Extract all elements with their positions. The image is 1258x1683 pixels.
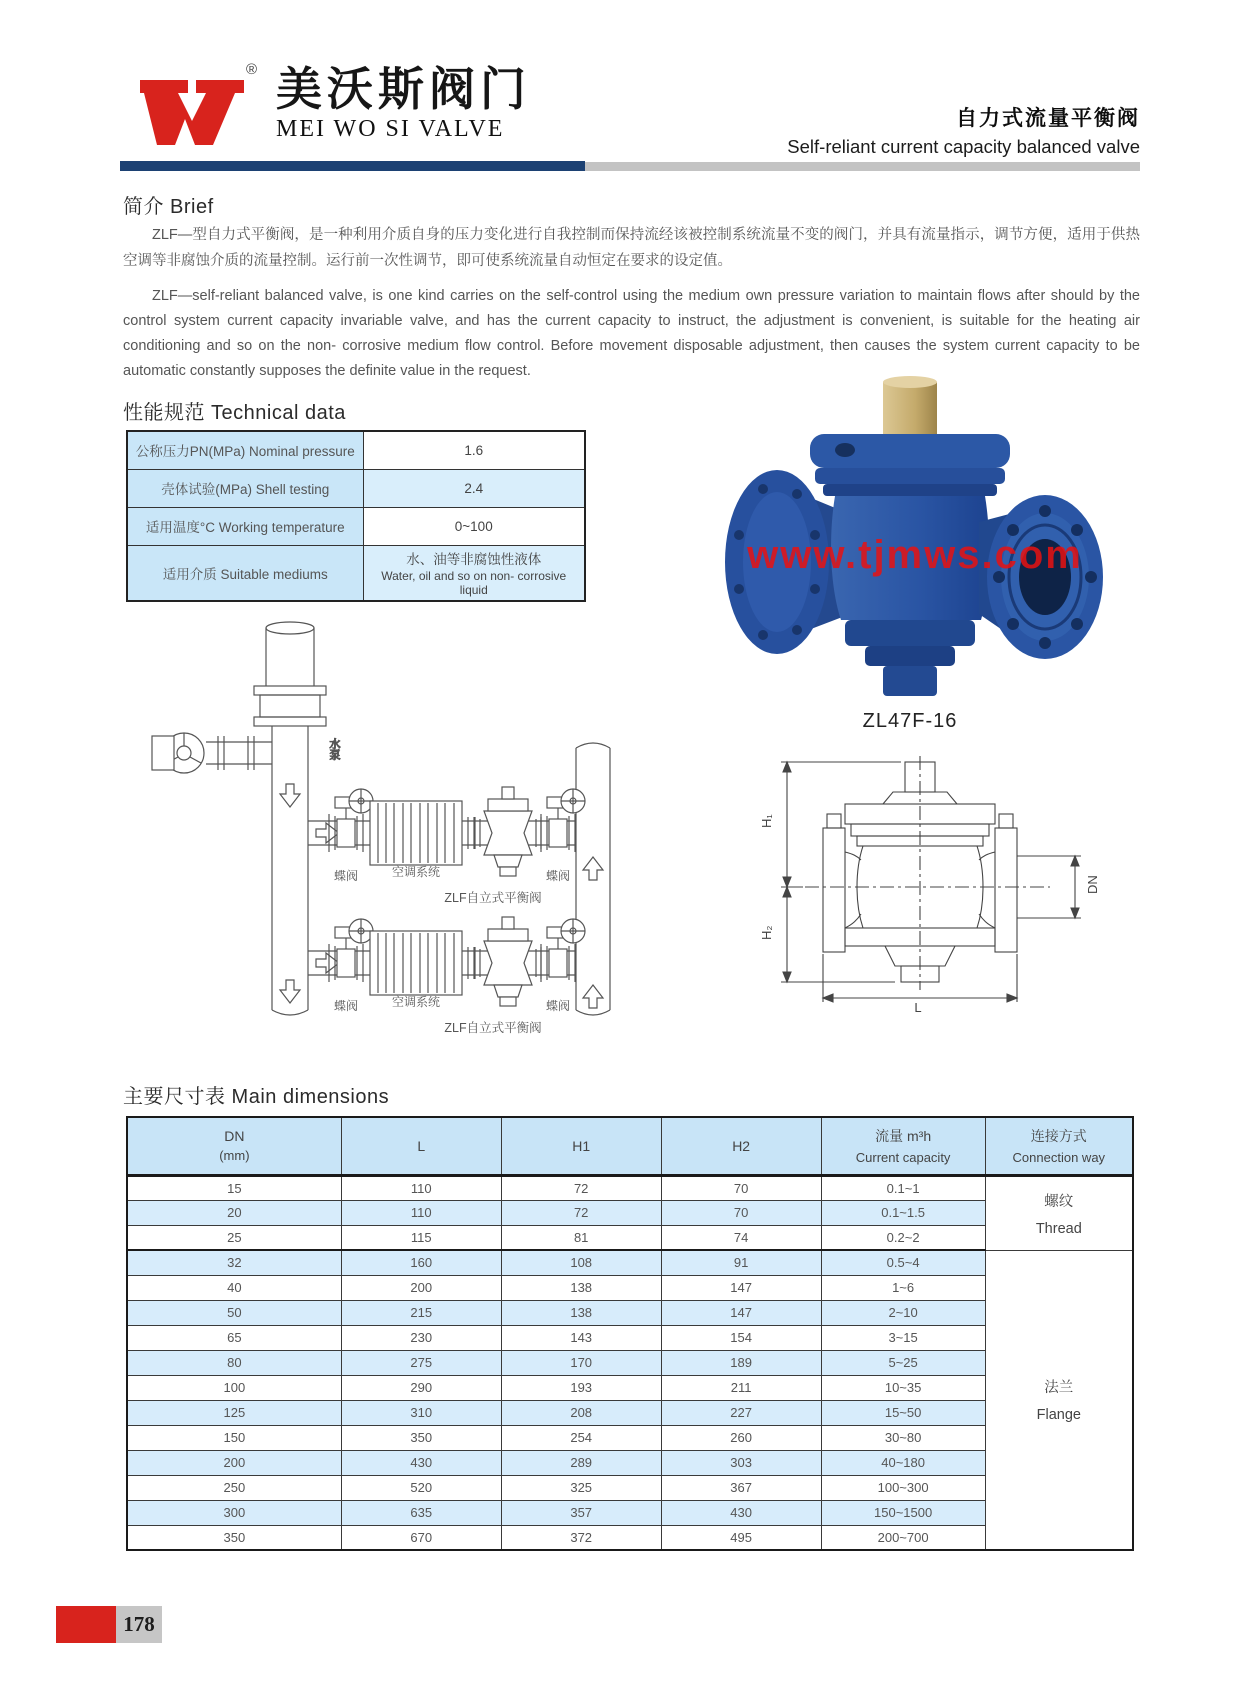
dim-cell: 110 (341, 1175, 501, 1200)
dim-cell: 275 (341, 1350, 501, 1375)
dim-cell: 350 (127, 1525, 341, 1550)
tech-value (363, 545, 585, 601)
table-row (127, 1275, 1133, 1300)
company-logo-icon (138, 58, 260, 150)
dim-cell: 150~1500 (821, 1500, 985, 1525)
dim-cell: 250 (127, 1475, 341, 1500)
butterfly-valve-label: 蝶阀 (333, 869, 359, 883)
pump-label: 水泵 (328, 738, 340, 760)
divider-navy-bar (120, 161, 585, 171)
dim-cell: 25 (127, 1225, 341, 1250)
dim-cell: 150 (127, 1425, 341, 1450)
dim-cell: 110 (341, 1200, 501, 1225)
dim-cell: 310 (341, 1400, 501, 1425)
valve-model-label: ZL47F-16 (862, 710, 958, 732)
brand-name-cn: 美沃斯阀门 (276, 64, 531, 115)
dim-cell: 70 (661, 1200, 821, 1225)
page-number: 178 (116, 1606, 162, 1643)
tech-value: 0~100 (363, 507, 585, 545)
dim-cell: 80 (127, 1350, 341, 1375)
tech-label: 适用温度°C Working temperature (127, 507, 363, 545)
table-row (127, 1250, 1133, 1275)
dim-cell: 230 (341, 1325, 501, 1350)
dim-cell: 147 (661, 1275, 821, 1300)
dim-cell: 70 (661, 1175, 821, 1200)
branch-line-1 (308, 787, 585, 876)
balance-valve-label: ZLF自立式平衡阀 (444, 1021, 542, 1035)
dim-cell: 0.5~4 (821, 1250, 985, 1275)
installation-diagram (148, 618, 640, 1038)
tech-label: 适用介质 Suitable mediums (127, 545, 363, 601)
dim-cell: 520 (341, 1475, 501, 1500)
dim-cell: 138 (501, 1300, 661, 1325)
table-row (127, 1425, 1133, 1450)
table-row (127, 1200, 1133, 1225)
dim-cell: 15 (127, 1175, 341, 1200)
main-dimensions-tbody (127, 1175, 1133, 1550)
dim-cell: 3~15 (821, 1325, 985, 1350)
dim-cell: 15~50 (821, 1400, 985, 1425)
table-row (127, 1475, 1133, 1500)
flow-down-arrow (280, 980, 300, 1003)
dim-cell: 147 (661, 1300, 821, 1325)
dim-cell: 290 (341, 1375, 501, 1400)
dim-cell: 254 (501, 1425, 661, 1450)
dim-cell: 495 (661, 1525, 821, 1550)
dim-cell: 100~300 (821, 1475, 985, 1500)
dim-cell: 72 (501, 1175, 661, 1200)
l-label: L (914, 1000, 922, 1014)
dim-cell: 2~10 (821, 1300, 985, 1325)
dim-cell: 10~35 (821, 1375, 985, 1400)
dim-cell: 5~25 (821, 1350, 985, 1375)
dim-cell: 372 (501, 1525, 661, 1550)
pump-assembly (152, 622, 326, 773)
table-row (127, 1525, 1133, 1550)
flow-up-arrow (583, 857, 603, 880)
left-riser-pipe (272, 726, 308, 1015)
table-row (127, 1225, 1133, 1250)
dim-cell: 200 (127, 1450, 341, 1475)
dim-cell: 430 (341, 1450, 501, 1475)
dim-cell: 170 (501, 1350, 661, 1375)
brand-header (138, 58, 531, 150)
balance-valve-label: ZLF自立式平衡阀 (444, 891, 542, 905)
flow-down-arrow (280, 784, 300, 807)
table-row (127, 1500, 1133, 1525)
column-header: H1 (501, 1117, 661, 1175)
dim-cell: 138 (501, 1275, 661, 1300)
dim-cell: 289 (501, 1450, 661, 1475)
column-header: 连接方式 Connection way (985, 1117, 1133, 1175)
table-row (127, 1325, 1133, 1350)
butterfly-valve-label: 蝶阀 (333, 999, 359, 1013)
dim-cell: 215 (341, 1300, 501, 1325)
header-divider (120, 161, 1140, 171)
column-header: L (341, 1117, 501, 1175)
dim-cell: 50 (127, 1300, 341, 1325)
h1-label: H₁ (759, 814, 774, 828)
valve-bottom (845, 620, 975, 696)
table-row (127, 1175, 1133, 1200)
connection-cell: 螺纹 Thread (985, 1175, 1133, 1250)
watermark-text: www.tjmws.com (747, 533, 1083, 577)
dim-cell: 350 (341, 1425, 501, 1450)
main-table-header-row (127, 1117, 1133, 1175)
tech-value-cn: 水、油等非腐蚀性液体 (406, 552, 542, 568)
product-titles (787, 102, 1140, 158)
brief-paragraph-cn: ZLF—型自力式平衡阀，是一种利用介质自身的压力变化进行自我控制而保持流经该被控制系统流量不变的阀门，并具有流量指示，调节方便，适用于供热空调等非腐蚀介质的流量控制。运行前一次性调节，即可使系统流量自动恒定在要求的设定值。 (123, 227, 1140, 269)
dim-cell: 74 (661, 1225, 821, 1250)
dim-cell: 211 (661, 1375, 821, 1400)
valve-right-flange (979, 495, 1103, 659)
dim-cell: 1~6 (821, 1275, 985, 1300)
table-row (127, 1400, 1133, 1425)
butterfly-valve-label: 蝶阀 (545, 999, 571, 1013)
tech-value: 2.4 (363, 469, 585, 507)
connection-cell: 法兰 Flange (985, 1250, 1133, 1550)
butterfly-valve-label: 蝶阀 (545, 869, 571, 883)
flow-up-arrow (583, 985, 603, 1008)
dim-cell: 325 (501, 1475, 661, 1500)
tech-value: 1.6 (363, 431, 585, 469)
dim-cell: 143 (501, 1325, 661, 1350)
valve-photo-figure (715, 372, 1105, 733)
registered-mark: ® (246, 61, 258, 78)
product-title-en: Self-reliant current capacity balanced valve (787, 136, 1140, 157)
dim-cell: 0.1~1 (821, 1175, 985, 1200)
table-row (127, 1300, 1133, 1325)
dim-cell: 154 (661, 1325, 821, 1350)
main-dimensions-heading: 主要尺寸表 Main dimensions (123, 1086, 390, 1108)
column-header: 流量 m³h Current capacity (821, 1117, 985, 1175)
dim-cell: 0.2~2 (821, 1225, 985, 1250)
ac-system-label: 空调系统 (391, 865, 441, 879)
dim-cell: 303 (661, 1450, 821, 1475)
tech-label: 公称压力PN(MPa) Nominal pressure (127, 431, 363, 469)
dim-cell: 430 (661, 1500, 821, 1525)
dim-cell: 32 (127, 1250, 341, 1275)
technical-heading: 性能规范 Technical data (123, 402, 346, 424)
dim-cell: 0.1~1.5 (821, 1200, 985, 1225)
dim-cell: 189 (661, 1350, 821, 1375)
tech-row (127, 545, 585, 601)
divider-gray-bar (585, 162, 1140, 171)
tech-label: 壳体试验(MPa) Shell testing (127, 469, 363, 507)
dim-cell: 125 (127, 1400, 341, 1425)
dim-cell: 108 (501, 1250, 661, 1275)
valve-bonnet (810, 434, 1010, 496)
branch-line-2 (308, 917, 585, 1006)
table-row (127, 1350, 1133, 1375)
dim-cell: 193 (501, 1375, 661, 1400)
tech-value-en: Water, oil and so on non- corrosive liquid (381, 569, 567, 598)
brand-name-en: MEI WO SI VALVE (276, 116, 505, 143)
valve-photo (715, 372, 1105, 697)
dim-cell: 160 (341, 1250, 501, 1275)
brief-paragraph-en: ZLF—self-reliant balanced valve, is one kind carries on the self-control using the medium own pressure variation to maintain flows after should by the control system current capacity invariable valve, and has the current capacity to instruct, the adjustment is convenient, is suitable for the heating air conditioning and so on the non- corrosive medium flow control. Before movement disposable adjustment, then causes the system current capacity to be automatic constantly supposes the definite value in the request. (123, 288, 1140, 379)
dim-cell: 72 (501, 1200, 661, 1225)
valve-stem (883, 376, 937, 440)
ac-system-label: 空调系统 (391, 995, 441, 1009)
main-dimensions-table (126, 1116, 1134, 1551)
dim-cell: 65 (127, 1325, 341, 1350)
dim-cell: 208 (501, 1400, 661, 1425)
dim-cell: 100 (127, 1375, 341, 1400)
table-row (127, 1375, 1133, 1400)
tech-row (127, 431, 585, 469)
dim-cell: 260 (661, 1425, 821, 1450)
dim-cell: 81 (501, 1225, 661, 1250)
dimension-drawing (705, 752, 1135, 1014)
brand-text (276, 58, 531, 143)
h2-label: H₂ (759, 925, 774, 940)
dim-cell: 40 (127, 1275, 341, 1300)
technical-table (126, 430, 586, 602)
dim-cell: 367 (661, 1475, 821, 1500)
dn-label: DN (1085, 875, 1100, 894)
dim-cell: 200 (341, 1275, 501, 1300)
table-row (127, 1450, 1133, 1475)
h2-dimension (781, 887, 895, 982)
dim-cell: 670 (341, 1525, 501, 1550)
tech-row (127, 469, 585, 507)
dim-cell: 40~180 (821, 1450, 985, 1475)
column-header: DN (mm) (127, 1117, 341, 1175)
dim-cell: 20 (127, 1200, 341, 1225)
product-title-cn: 自力式流量平衡阀 (956, 107, 1140, 130)
dim-cell: 357 (501, 1500, 661, 1525)
footer-red-block (56, 1606, 116, 1643)
brief-heading: 简介 Brief (123, 196, 214, 218)
dim-cell: 30~80 (821, 1425, 985, 1450)
column-header: H2 (661, 1117, 821, 1175)
dim-cell: 227 (661, 1400, 821, 1425)
tech-row (127, 507, 585, 545)
dim-cell: 635 (341, 1500, 501, 1525)
dim-cell: 200~700 (821, 1525, 985, 1550)
dim-cell: 91 (661, 1250, 821, 1275)
dim-cell: 115 (341, 1225, 501, 1250)
dim-cell: 300 (127, 1500, 341, 1525)
